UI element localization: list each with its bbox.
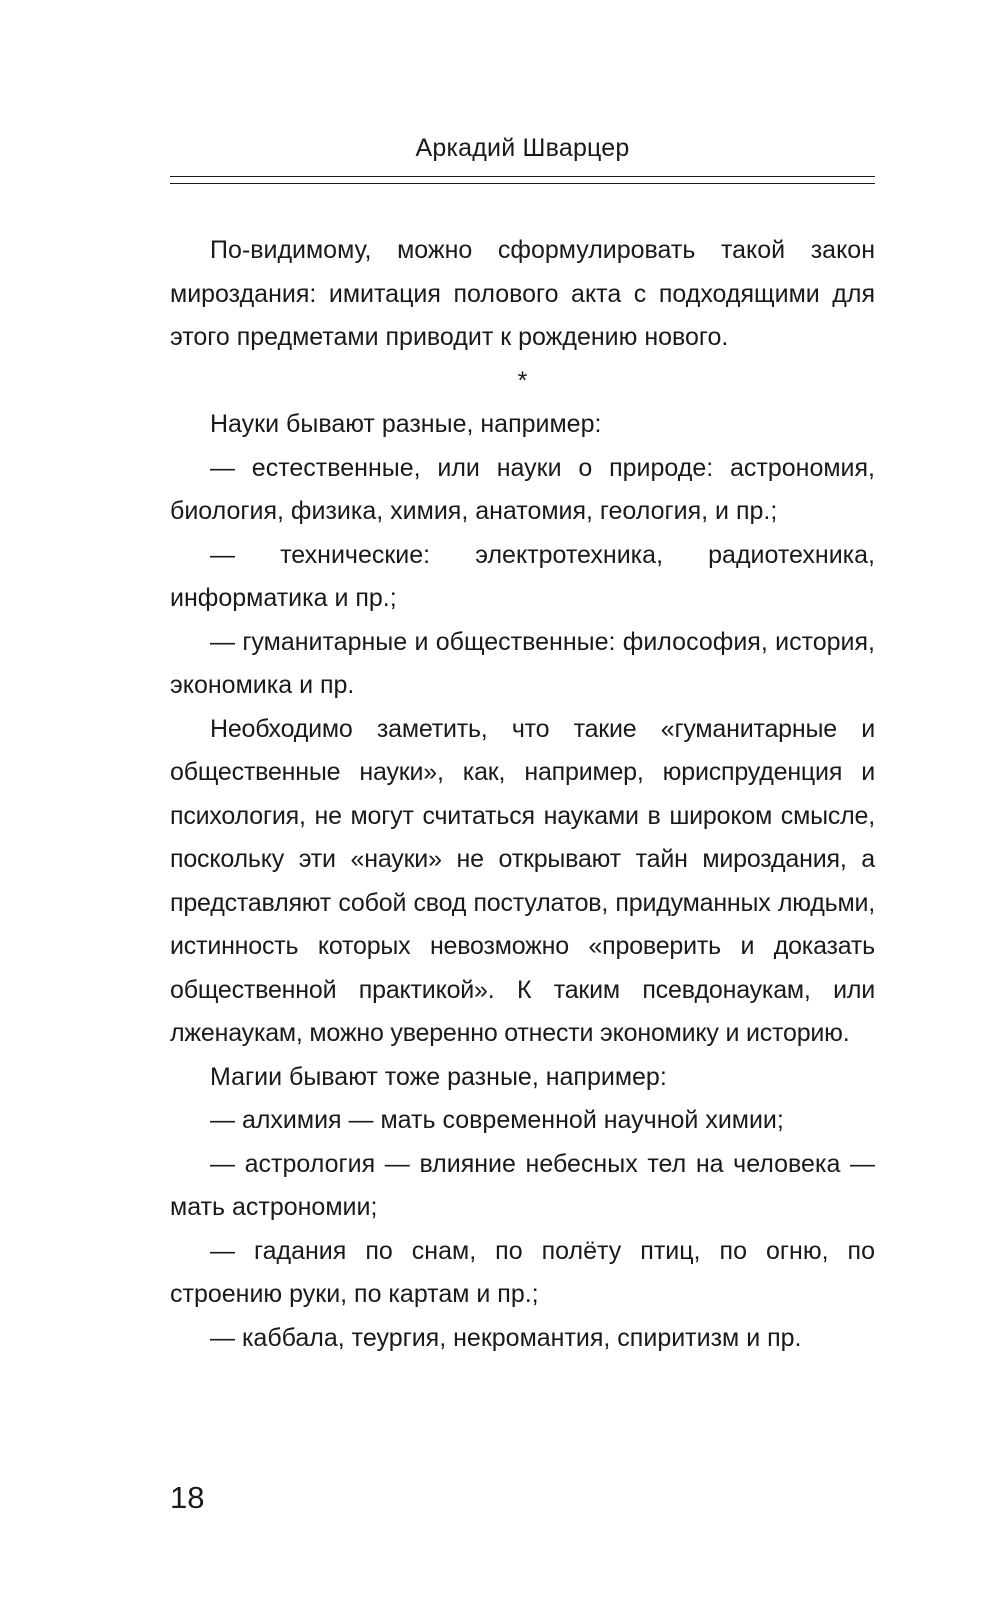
header-rule-bottom xyxy=(170,183,875,184)
header-rule-top xyxy=(170,176,875,177)
paragraph-sciences-intro: Науки бывают разные, например: xyxy=(210,410,602,438)
page-number: 18 xyxy=(170,1480,205,1515)
list-item-humanities: — гуманитарные и общественные: философия, история, экономика и пр. xyxy=(170,627,875,699)
list-item-technical-sciences: — технические: электротехника, радиотехника, информатика и пр.; xyxy=(170,540,875,612)
paragraph-pseudosciences: Необходимо заметить, что такие «гуманитарные и общественные науки», как, например, юриспруденция и психология, не могут считаться науками в широком смысле, поскольку эти «науки» не открывают тайн мироздания, а представляют собой свод постулатов, придуманных людьми, истинность которых невозможно «проверить и доказать общественной практикой». К таким псевдонаукам, или лженаукам, можно уверенно отнести экономику и историю. xyxy=(170,714,875,1047)
list-item-kabbalah: — каббала, теургия, некромантия, спиритизм и пр. xyxy=(210,1323,802,1352)
section-break-asterisk: * xyxy=(517,366,528,395)
list-item-natural-sciences: — естественные, или науки о природе: астрономия, биология, физика, химия, анатомия, геология, и пр.; xyxy=(170,453,875,525)
list-item-divination: — гадания по снам, по полёту птиц, по огню, по строению руки, по картам и пр.; xyxy=(170,1236,875,1308)
list-item-astrology: — астрология — влияние небесных тел на человека — мать астрономии; xyxy=(170,1149,875,1221)
paragraph-magic-intro: Магии бывают тоже разные, например: xyxy=(210,1062,667,1091)
list-item-alchemy: — алхимия — мать современной научной химии; xyxy=(210,1106,784,1134)
paragraph-law-of-creation: По-видимому, можно сформулировать такой закон мироздания: имитация полового акта с подходящими для этого предметами приводит к рождению нового. xyxy=(170,236,875,351)
body-text xyxy=(170,229,875,1360)
running-head-author: Аркадий Шварцер xyxy=(415,134,630,162)
